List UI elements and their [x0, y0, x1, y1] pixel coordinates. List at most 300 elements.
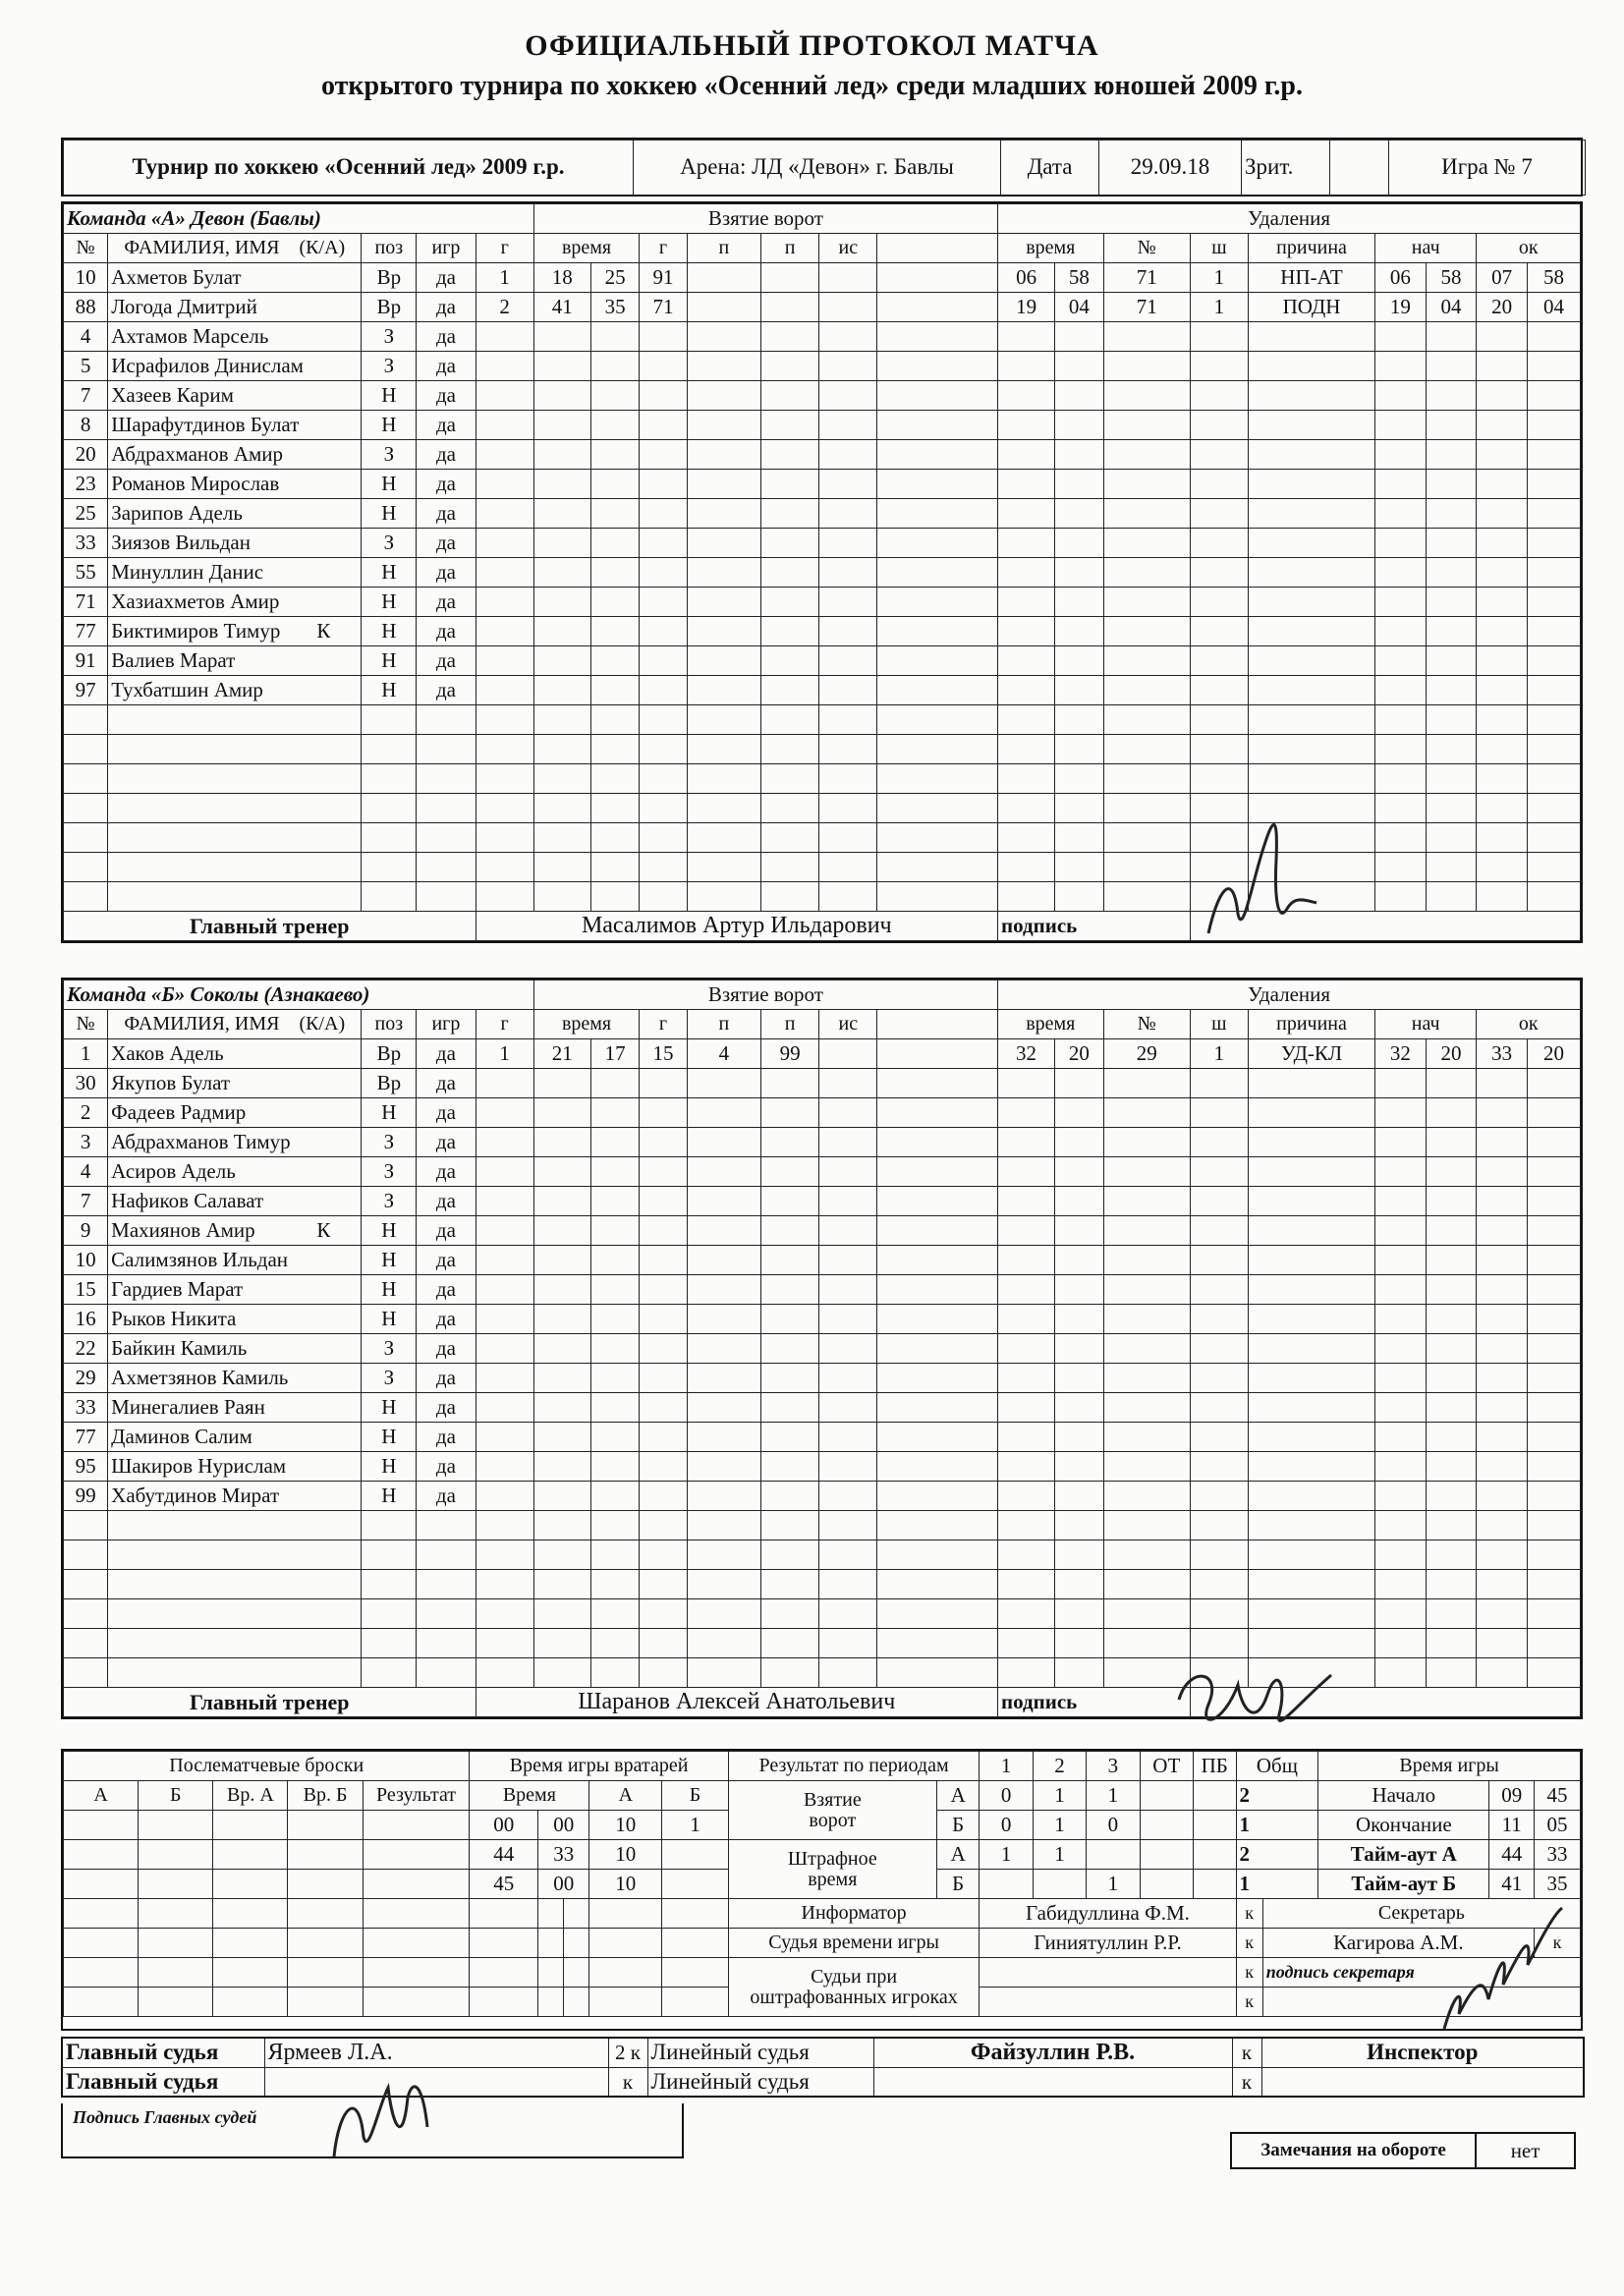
player-name: Ахтамов Марсель: [111, 324, 269, 349]
goalie-time-mm: 45: [470, 1870, 538, 1899]
category: к: [1236, 1929, 1262, 1958]
player-name: Гардиев Марат: [111, 1277, 244, 1302]
coach-sign-label: подпись: [998, 1688, 1191, 1717]
player-name-cell: [108, 263, 362, 293]
penalty-minutes: 1: [1190, 1039, 1248, 1069]
penalty-start-ss: 58: [1426, 263, 1477, 293]
player-name-cell: [108, 529, 362, 558]
player-position: Н: [362, 1305, 417, 1334]
col-scorer: г: [640, 1010, 687, 1039]
player-position: Н: [362, 381, 417, 411]
arena: Арена: ЛД «Девон» г. Бавлы: [634, 140, 1001, 196]
period-goals-a: 0: [980, 1781, 1033, 1811]
goalie-a: 10: [589, 1840, 662, 1870]
player-row: [64, 1423, 1581, 1452]
player-played: да: [417, 322, 476, 352]
goal-number: 1: [476, 1039, 533, 1069]
col-name: ФАМИЛИЯ, ИМЯ (К/А): [108, 1010, 362, 1039]
col-assist2: п: [761, 1010, 819, 1039]
period-goals-a: 1: [1087, 1781, 1140, 1811]
goals-section-title: Взятие ворот: [533, 204, 997, 234]
penalty-minutes: 1: [1190, 263, 1248, 293]
period-goals-b: [1193, 1811, 1236, 1840]
player-played: да: [417, 1128, 476, 1157]
team-letter: А: [936, 1781, 980, 1811]
col-played: игр: [417, 1010, 476, 1039]
head-ref-label: Главный судья: [62, 2067, 264, 2097]
document-subtitle: открытого турнира по хоккею «Осенний лед» среди младших юношей 2009 г.р.: [321, 71, 1303, 101]
goal-situation: [819, 263, 877, 293]
spectators-label: Зрит.: [1242, 140, 1330, 196]
player-number: 8: [64, 411, 108, 440]
penalty-player: 71: [1103, 263, 1190, 293]
player-number: 9: [64, 1216, 108, 1246]
period-goals-b: 1: [1033, 1811, 1086, 1840]
player-played: да: [417, 263, 476, 293]
penalty-start-mm: 06: [1375, 263, 1427, 293]
head-refs-sign-box: [61, 2103, 684, 2158]
player-name-cell: [108, 1157, 362, 1187]
player-name-cell: [108, 411, 362, 440]
player-row: [64, 705, 1581, 735]
player-number: 1: [64, 1039, 108, 1069]
col-situation: ис: [819, 1010, 877, 1039]
penalty-minute: 19: [998, 293, 1055, 322]
penalties-section-title: Удаления: [998, 980, 1581, 1010]
player-position: Н: [362, 617, 417, 646]
player-row: [64, 529, 1581, 558]
player-name: Ахметзянов Камиль: [111, 1366, 289, 1390]
period-col: ПБ: [1193, 1752, 1236, 1781]
player-name: Исрафилов Динислам: [111, 354, 304, 378]
player-row: [64, 853, 1581, 882]
player-name: Хаков Адель: [111, 1041, 224, 1066]
goal-minute: 41: [533, 293, 590, 322]
goalie-a: 10: [589, 1870, 662, 1899]
player-played: да: [417, 646, 476, 676]
shootout-col: Б: [139, 1781, 213, 1811]
total-pim-b: 1: [1236, 1870, 1318, 1899]
goalie-b: [662, 1840, 728, 1870]
player-name-cell: [108, 558, 362, 588]
coach-name: Шаранов Алексей Анатольевич: [476, 1688, 997, 1717]
player-name: Хабутдинов Мират: [111, 1484, 280, 1508]
player-played: да: [417, 1069, 476, 1098]
period-pim-a: [1087, 1840, 1140, 1870]
period-pim-b: [1140, 1870, 1193, 1899]
game-time-value: 05: [1535, 1811, 1581, 1840]
goal-scorer: 71: [640, 293, 687, 322]
player-played: да: [417, 411, 476, 440]
penalty-second: 20: [1055, 1039, 1103, 1069]
team-letter: А: [936, 1840, 980, 1870]
player-name: Минегалиев Раян: [111, 1395, 265, 1420]
game-time-label: Тайм-аут Б: [1318, 1870, 1489, 1899]
player-number: 33: [64, 1393, 108, 1423]
player-played: да: [417, 352, 476, 381]
player-row: [64, 470, 1581, 499]
player-number: 20: [64, 440, 108, 470]
player-name: Тухбатшин Амир: [111, 678, 263, 702]
col-goal: г: [476, 234, 533, 263]
player-played: да: [417, 470, 476, 499]
player-row: [64, 1540, 1581, 1570]
period-goals-a: [1193, 1781, 1236, 1811]
player-position: З: [362, 1334, 417, 1364]
team-title: Команда «Б» Соколы (Азнакаево): [64, 980, 534, 1010]
col-pen-time: время: [998, 1010, 1104, 1039]
category: к: [1535, 1929, 1581, 1958]
remarks-value: нет: [1510, 2138, 1540, 2162]
inspector-label: Инспектор: [1261, 2038, 1584, 2067]
period-goals-b: 0: [1087, 1811, 1140, 1840]
player-name: Минуллин Данис: [111, 560, 264, 585]
head-ref-category: 2 к: [608, 2038, 647, 2067]
shootout-col: Результат: [363, 1781, 470, 1811]
player-name-cell: [108, 381, 362, 411]
game-number: Игра № 7: [1389, 140, 1586, 196]
penalty-end-mm: 20: [1477, 293, 1528, 322]
penalty-second: 04: [1055, 293, 1103, 322]
total-pim-a: 2: [1236, 1840, 1318, 1870]
player-name-cell: [108, 1187, 362, 1216]
player-name: Логода Дмитрий: [111, 295, 257, 319]
player-name-cell: [108, 1305, 362, 1334]
player-played: да: [417, 1452, 476, 1482]
player-row: [64, 617, 1581, 646]
player-row: [64, 322, 1581, 352]
penalty-reason: ПОДН: [1248, 293, 1374, 322]
goal-assist1: [687, 293, 760, 322]
col-pos: поз: [362, 1010, 417, 1039]
player-played: да: [417, 558, 476, 588]
player-name-cell: [108, 1246, 362, 1275]
penalty-minutes: 1: [1190, 293, 1248, 322]
team-title: Команда «А» Девон (Бавлы): [64, 204, 534, 234]
remarks-label: Замечания на обороте: [1232, 2134, 1477, 2167]
player-name: Салимзянов Ильдан: [111, 1248, 289, 1272]
category: к: [1236, 1958, 1262, 1988]
goalie-time-ss: 00: [538, 1870, 589, 1899]
player-position: Вр: [362, 293, 417, 322]
player-name-cell: [108, 676, 362, 705]
player-played: да: [417, 588, 476, 617]
player-row: [64, 411, 1581, 440]
goal-assist2: [761, 263, 819, 293]
player-position: З: [362, 529, 417, 558]
player-played: да: [417, 1364, 476, 1393]
period-pim-a: [1140, 1840, 1193, 1870]
player-name: Абдрахманов Тимур: [111, 1130, 291, 1154]
player-played: да: [417, 1098, 476, 1128]
player-name-cell: [108, 1393, 362, 1423]
player-name-cell: [108, 352, 362, 381]
player-row: [64, 499, 1581, 529]
col-start: нач: [1375, 1010, 1477, 1039]
player-number: 3: [64, 1128, 108, 1157]
player-name: Ахметов Булат: [111, 265, 242, 290]
category: к: [608, 2067, 647, 2097]
col-pos: поз: [362, 234, 417, 263]
pim-label: Штрафное время: [728, 1840, 936, 1899]
player-row: [64, 558, 1581, 588]
player-name-cell: [108, 1128, 362, 1157]
player-name: Махиянов Амир: [111, 1218, 255, 1243]
player-number: 71: [64, 588, 108, 617]
player-number: 7: [64, 1187, 108, 1216]
col-situation: ис: [819, 234, 877, 263]
player-position: Н: [362, 470, 417, 499]
game-time-label: Окончание: [1318, 1811, 1489, 1840]
game-time-value: 33: [1535, 1840, 1581, 1870]
player-row: [64, 1334, 1581, 1364]
total-goals-a: 2: [1236, 1781, 1318, 1811]
linesman-label: Линейный судья: [647, 2067, 873, 2097]
game-time-value: 41: [1489, 1870, 1535, 1899]
player-played: да: [417, 676, 476, 705]
player-position: Н: [362, 646, 417, 676]
player-name-cell: [108, 1452, 362, 1482]
col-num: №: [64, 1010, 108, 1039]
player-row: [64, 823, 1581, 853]
player-row: [64, 293, 1581, 322]
game-time-value: 44: [1489, 1840, 1535, 1870]
col-assist1: п: [687, 1010, 760, 1039]
goal-second: 17: [590, 1039, 639, 1069]
player-name-cell: [108, 617, 362, 646]
player-row: [64, 1482, 1581, 1511]
player-row: [64, 440, 1581, 470]
goalie-col: А: [589, 1781, 662, 1811]
player-number: 29: [64, 1364, 108, 1393]
penalty-end-ss: 58: [1528, 263, 1581, 293]
category: к: [1236, 1988, 1262, 2017]
coach-name: Масалимов Артур Ильдарович: [476, 912, 997, 941]
category: к: [1236, 1899, 1262, 1929]
player-name: Байкин Камиль: [111, 1336, 248, 1361]
player-row: [64, 588, 1581, 617]
timekeeper-name: Гиниятуллин Р.Р.: [980, 1929, 1236, 1958]
player-number: 16: [64, 1305, 108, 1334]
col-name: ФАМИЛИЯ, ИМЯ (К/А): [108, 234, 362, 263]
player-row: [64, 794, 1581, 823]
goals-section-title: Взятие ворот: [533, 980, 997, 1010]
player-position: Н: [362, 588, 417, 617]
player-number: 95: [64, 1452, 108, 1482]
player-name: Хазиахметов Амир: [111, 589, 280, 614]
col-time: время: [533, 234, 640, 263]
player-position: З: [362, 1157, 417, 1187]
player-name-cell: [108, 1275, 362, 1305]
player-row: [64, 1570, 1581, 1599]
goalie-b: 1: [662, 1811, 728, 1840]
game-time-value: 11: [1489, 1811, 1535, 1840]
secretary-sign-label: подпись секретаря: [1262, 1958, 1580, 1988]
player-name-cell: [108, 1334, 362, 1364]
player-name-cell: [108, 322, 362, 352]
player-position: Н: [362, 1423, 417, 1452]
player-played: да: [417, 381, 476, 411]
period-goals-a: [1140, 1781, 1193, 1811]
player-number: 99: [64, 1482, 108, 1511]
goalie-time-mm: 44: [470, 1840, 538, 1870]
player-name: Рыков Никита: [111, 1307, 237, 1331]
penalty-player: 71: [1103, 293, 1190, 322]
player-position: Вр: [362, 1039, 417, 1069]
game-time-label: Начало: [1318, 1781, 1489, 1811]
player-row: [64, 1599, 1581, 1629]
player-position: Н: [362, 1246, 417, 1275]
player-captain: К: [316, 619, 331, 644]
player-number: 15: [64, 1275, 108, 1305]
remarks-box: [1230, 2132, 1576, 2169]
player-row: [64, 1629, 1581, 1658]
head-ref-name: Ярмеев Л.А.: [264, 2038, 608, 2067]
col-pen-num: №: [1103, 234, 1190, 263]
player-played: да: [417, 1275, 476, 1305]
player-position: З: [362, 352, 417, 381]
goal-second: 25: [590, 263, 639, 293]
goal-minute: 21: [533, 1039, 590, 1069]
col-played: игр: [417, 234, 476, 263]
period-pim-a: [1193, 1840, 1236, 1870]
goal-number: 2: [476, 293, 533, 322]
game-time-value: 09: [1489, 1781, 1535, 1811]
player-position: Н: [362, 1275, 417, 1305]
player-name: Асиров Адель: [111, 1159, 236, 1184]
player-name-cell: [108, 499, 362, 529]
player-position: З: [362, 1364, 417, 1393]
player-name: Шарафутдинов Булат: [111, 413, 300, 437]
player-played: да: [417, 1187, 476, 1216]
player-row: [64, 1246, 1581, 1275]
player-row: [64, 1452, 1581, 1482]
col-start: нач: [1375, 234, 1477, 263]
goalie-time-ss: 00: [538, 1811, 589, 1840]
penalty-judges-label: Судьи при оштрафованных игроках: [728, 1958, 980, 2017]
player-row: [64, 1128, 1581, 1157]
player-played: да: [417, 617, 476, 646]
player-position: Н: [362, 1482, 417, 1511]
document-title: ОФИЦИАЛЬНЫЙ ПРОТОКОЛ МАТЧА: [525, 29, 1099, 62]
player-row: [64, 882, 1581, 912]
player-played: да: [417, 529, 476, 558]
player-name: Якупов Булат: [111, 1071, 231, 1095]
player-position: З: [362, 1128, 417, 1157]
coach-sign-label: подпись: [998, 912, 1191, 941]
player-name-cell: [108, 1423, 362, 1452]
player-row: [64, 764, 1581, 794]
goal-assist1: [687, 263, 760, 293]
player-name: Шакиров Нурислам: [111, 1454, 287, 1479]
shootout-col: Вр. Б: [288, 1781, 363, 1811]
player-played: да: [417, 1039, 476, 1069]
timekeeper-label: Судья времени игры: [728, 1929, 980, 1958]
player-position: Н: [362, 558, 417, 588]
player-row: [64, 1039, 1581, 1069]
goal-minute: 18: [533, 263, 590, 293]
col-time: время: [533, 1010, 640, 1039]
player-row: [64, 1157, 1581, 1187]
player-played: да: [417, 1423, 476, 1452]
period-col: ОТ: [1140, 1752, 1193, 1781]
goal-situation: [819, 1039, 877, 1069]
goal-assist1: 4: [687, 1039, 760, 1069]
player-played: да: [417, 1246, 476, 1275]
player-played: да: [417, 1482, 476, 1511]
col-pen-num: №: [1103, 1010, 1190, 1039]
player-number: 4: [64, 322, 108, 352]
player-name-cell: [108, 646, 362, 676]
category: к: [1232, 2067, 1261, 2097]
penalty-reason: НП-АТ: [1248, 263, 1374, 293]
goalie-time-title: Время игры вратарей: [470, 1752, 728, 1781]
period-pim-b: [1033, 1870, 1086, 1899]
category: к: [1232, 2038, 1261, 2067]
player-row: [64, 646, 1581, 676]
penalty-end-mm: 07: [1477, 263, 1528, 293]
secretary-name: Кагирова А.М.: [1262, 1929, 1534, 1958]
player-name-cell: [108, 1098, 362, 1128]
period-col: 1: [980, 1752, 1033, 1781]
col-reason: причина: [1248, 1010, 1374, 1039]
goalie-b: [662, 1870, 728, 1899]
team-letter: Б: [936, 1870, 980, 1899]
penalties-section-title: Удаления: [998, 204, 1581, 234]
player-captain: К: [316, 1218, 331, 1243]
game-time-value: 35: [1535, 1870, 1581, 1899]
goal-assist2: 99: [761, 1039, 819, 1069]
summary-block: [61, 1749, 1583, 2031]
penalty-end-mm: 33: [1477, 1039, 1528, 1069]
player-number: 7: [64, 381, 108, 411]
game-time-label: Тайм-аут А: [1318, 1840, 1489, 1870]
player-row: [64, 1305, 1581, 1334]
period-pim-b: [1193, 1870, 1236, 1899]
period-col: 2: [1033, 1752, 1086, 1781]
player-row: [64, 1275, 1581, 1305]
player-name: Биктимиров Тимур: [111, 619, 281, 644]
match-date: 29.09.18: [1099, 140, 1242, 196]
player-played: да: [417, 293, 476, 322]
period-pim-a: 1: [1033, 1840, 1086, 1870]
col-pen-min: ш: [1190, 234, 1248, 263]
player-name-cell: [108, 470, 362, 499]
player-number: 22: [64, 1334, 108, 1364]
penalty-end-ss: 20: [1527, 1039, 1580, 1069]
player-row: [64, 1393, 1581, 1423]
player-played: да: [417, 1216, 476, 1246]
period-pim-b: 1: [1087, 1870, 1140, 1899]
linesman-label: Линейный судья: [647, 2038, 873, 2067]
player-position: Н: [362, 1452, 417, 1482]
player-played: да: [417, 440, 476, 470]
informator-name: Габидуллина Ф.М.: [980, 1899, 1236, 1929]
match-header: [61, 138, 1583, 196]
player-number: 10: [64, 263, 108, 293]
period-goals-a: 1: [1033, 1781, 1086, 1811]
player-name: Зиязов Вильдан: [111, 531, 251, 555]
player-row: [64, 263, 1581, 293]
player-name-cell: [108, 1364, 362, 1393]
player-played: да: [417, 1305, 476, 1334]
col-assist1: п: [687, 234, 760, 263]
coach-label: Главный тренер: [64, 912, 476, 941]
goal-scorer: 15: [640, 1039, 687, 1069]
goal-scorer: 91: [640, 263, 687, 293]
player-row: [64, 1511, 1581, 1540]
team-letter: Б: [936, 1811, 980, 1840]
